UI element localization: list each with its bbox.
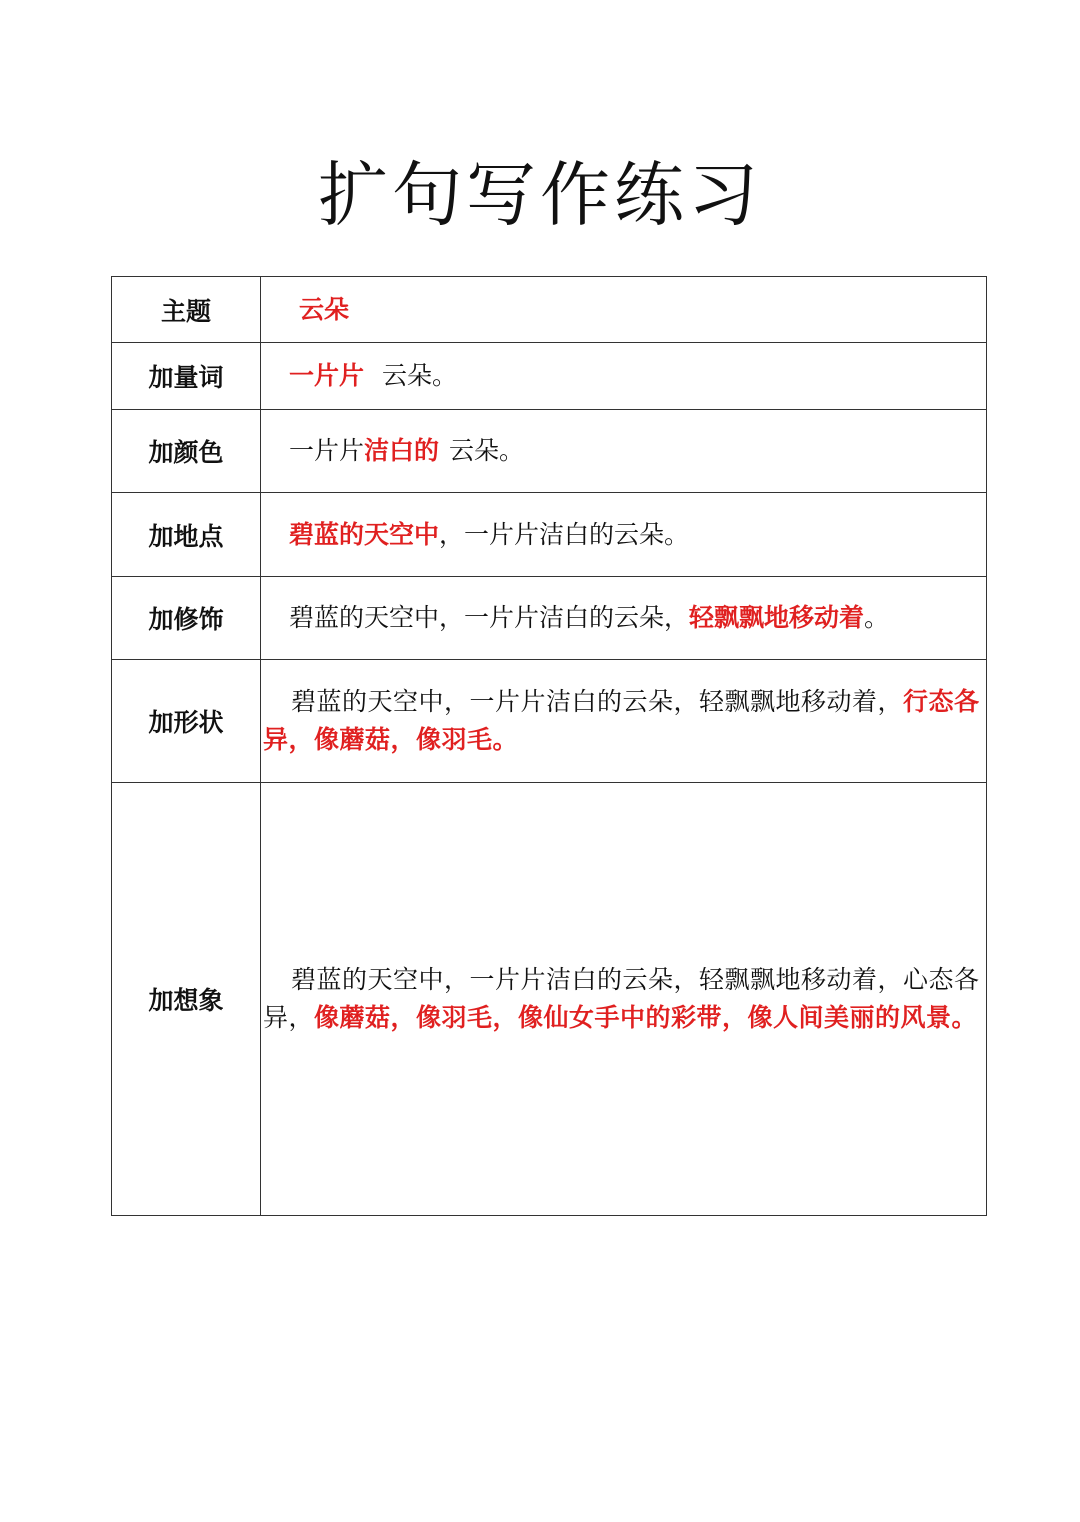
- page-title: 扩句写作练习: [318, 154, 762, 236]
- table-row-imagination: [112, 783, 987, 1216]
- row-label: 加形状: [112, 660, 261, 783]
- highlighted-text: 碧蓝的天空中: [289, 519, 440, 549]
- row-content: [261, 660, 987, 783]
- row-content: [261, 783, 987, 1216]
- table-row-color: [112, 410, 987, 493]
- highlighted-text: 云朵: [299, 294, 350, 324]
- practice-table: [111, 276, 987, 1216]
- row-label: 加地点: [112, 493, 261, 577]
- table-row-measure-word: [112, 343, 987, 410]
- highlighted-text: 像蘑菇，像羽毛，像仙女手中的彩带，像人间美丽的风景。: [314, 1003, 978, 1032]
- row-content: [261, 343, 987, 410]
- row-content: [261, 577, 987, 660]
- table-row-place: [112, 493, 987, 577]
- row-content: [261, 493, 987, 577]
- table-row-topic: [112, 277, 987, 343]
- highlighted-text: 一片片: [289, 361, 365, 390]
- row-label: 加量词: [112, 343, 261, 410]
- row-label: 加想象: [112, 783, 261, 1216]
- row-content: [261, 277, 987, 343]
- row-label: 加修饰: [112, 577, 261, 660]
- highlighted-text: 洁白的: [364, 436, 440, 465]
- plain-text: 。: [864, 603, 890, 632]
- plain-text: 云朵。: [449, 436, 525, 465]
- table-row-modifier: [112, 577, 987, 660]
- highlighted-text: 行态各异，像蘑菇，像羽毛。: [263, 687, 980, 754]
- row-label: 加颜色: [112, 410, 261, 493]
- plain-text: 碧蓝的天空中，一片片洁白的云朵，轻飘飘地移动着，心态各异，: [263, 965, 980, 1032]
- plain-text: ，一片片洁白的云朵。: [439, 519, 690, 549]
- plain-text: 一片片: [289, 436, 365, 465]
- plain-text: 碧蓝的天空中，一片片洁白的云朵，: [289, 603, 690, 632]
- row-label: 主题: [112, 277, 261, 343]
- table-row-shape: [112, 660, 987, 783]
- plain-text: 云朵。: [382, 361, 458, 390]
- highlighted-text: 轻飘飘地移动着: [689, 603, 865, 632]
- plain-text: 碧蓝的天空中，一片片洁白的云朵，轻飘飘地移动着，: [291, 687, 904, 716]
- row-content: [261, 410, 987, 493]
